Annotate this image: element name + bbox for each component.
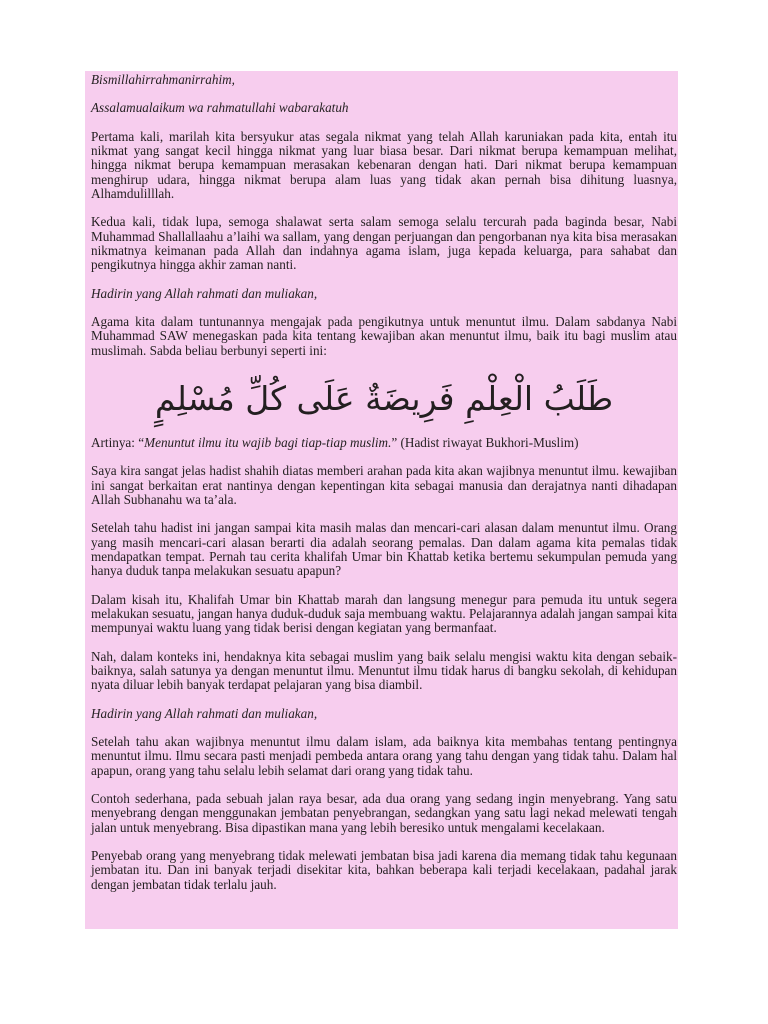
document-body — [91, 73, 677, 892]
paragraph-umar-story: Dalam kisah itu, Khalifah Umar bin Khattab marah dan langsung menegur para pemuda itu untuk segera melakukan sesuatu, jangan hanya duduk-duduk saja membuang waktu. Pelajarannya adalah jangan sampai kita mempunyai waktu luang yang tidak berisi dengan kegiatan yang bermanfaat. — [91, 591, 677, 636]
paragraph-fill-time: Nah, dalam konteks ini, hendaknya kita sebagai muslim yang baik selalu mengisi waktu kita dengan sebaik-baiknya, salah satunya ya dengan menuntut ilmu. Menuntut ilmu tidak harus di bangku sekolah, di kehidupan nyata diluar lebih banyak terdapat pelajaran yang bisa diambil. — [91, 648, 677, 693]
arabic-hadith: طَلَبُ الْعِلْمِ فَرِيضَةٌ عَلَى كُلِّ مُسْلِمٍ — [154, 379, 614, 419]
document-page — [85, 71, 678, 929]
paragraph-crossing-example: Contoh sederhana, pada sebuah jalan raya besar, ada dua orang yang sedang ingin menyebrang. Yang satu menyebrang dengan menggunakan jembatan penyebrangan, sedangkan yang satu lagi nekad melewati tengah jalan untuk menyebrang. Bisa dipastikan mana yang lebih beresiko untuk mengalami kecelakaan. — [91, 791, 677, 835]
paragraph-bridge-cause: Penyebab orang yang menyebrang tidak melewati jembatan bisa jadi karena dia memang tidak tahu kegunaan jembatan itu. Dan ini banyak terjadi disekitar kita, bahkan beberapa kali terjadi kecelakaan, padahal jarak dengan jembatan tidak terlalu jauh. — [91, 848, 677, 892]
translation-source: ” (Hadist riwayat Bukhori-Muslim) — [391, 435, 579, 451]
paragraph-shalawat: Kedua kali, tidak lupa, semoga shalawat serta salam semoga selalu tercurah pada baginda besar, Nabi Muhammad Shallallaahu a’laihi wa sallam, yang dengan perjuangan dan pengorbanan nya kita bisa merasakan nikmatnya keimanan pada Allah dan indahnya agama islam, juga kepada keluarga, para sahabat dan pengikutnya hingga akhir zaman nanti. — [91, 214, 677, 273]
salutation-audience-2: Hadirin yang Allah rahmati dan muliakan, — [91, 705, 318, 721]
opening-basmala: Bismillahirrahmanirrahim, — [91, 72, 235, 87]
paragraph-seeking-knowledge: Agama kita dalam tuntunannya mengajak pada pengikutnya untuk menuntut ilmu. Dalam sabdanya Nabi Muhammad SAW menegaskan pada kita tentang kewajiban akan menuntut ilmu, baik itu bagi muslim atau muslimah. Sabda beliau berbunyi seperti ini: — [91, 314, 677, 358]
salutation-audience: Hadirin yang Allah rahmati dan muliakan, — [91, 285, 318, 301]
paragraph-hadith-explanation: Saya kira sangat jelas hadist shahih diatas memberi arahan pada kita akan wajibnya menuntut ilmu. kewajiban ini sangat berkaitan erat nantinya dengan kepentingan kita sebagai manusia dan derajatnya nanti dihadapan Allah Subhanahu wa ta’ala. — [91, 463, 677, 507]
paragraph-gratitude: Pertama kali, marilah kita bersyukur atas segala nikmat yang telah Allah karuniakan pada kita, entah itu nikmat yang sangat kecil hingga nikmat yang luar biasa besar. Dari nikmat berupa kemampuan melihat, hingga nikmat berupa kemampuan merasakan kebenaran dengan hati. Dari nikmat berupa kemampuan menghirup udara, hingga nikmat berupa alam luas yang tidak akan pernah bisa dihitung luasnya, Alhamdulilllah. — [91, 128, 677, 201]
hadith-translation — [91, 436, 677, 450]
opening-greeting: Assalamualaikum wa rahmatullahi wabarakatuh — [91, 100, 349, 116]
translation-text: Menuntut ilmu itu wajib bagi tiap-tiap muslim. — [144, 435, 392, 451]
translation-prefix: Artinya: “ — [91, 435, 145, 451]
paragraph-importance: Setelah tahu akan wajibnya menuntut ilmu dalam islam, ada baiknya kita membahas tentang pentingnya menuntut ilmu. Ilmu secara pasti menjadi pembeda antara orang yang tahu dengan yang tidak tahu. Dalam hal apapun, orang yang tahu selalu lebih selamat dari orang yang tidak tahu. — [91, 734, 677, 778]
paragraph-no-excuses: Setelah tahu hadist ini jangan sampai kita masih malas dan mencari-cari alasan dalam menuntut ilmu. Orang yang masih mencari-cari alasan berarti dia adalah seorang pemalas. Dan dalam agama kita pemalas tidak mendapatkan tempat. Pernah tau cerita khalifah Umar bin Khattab ketika bertemu sekumpulan pemuda yang hanya duduk tanpa melakukan sesuatu apapun? — [91, 520, 677, 579]
